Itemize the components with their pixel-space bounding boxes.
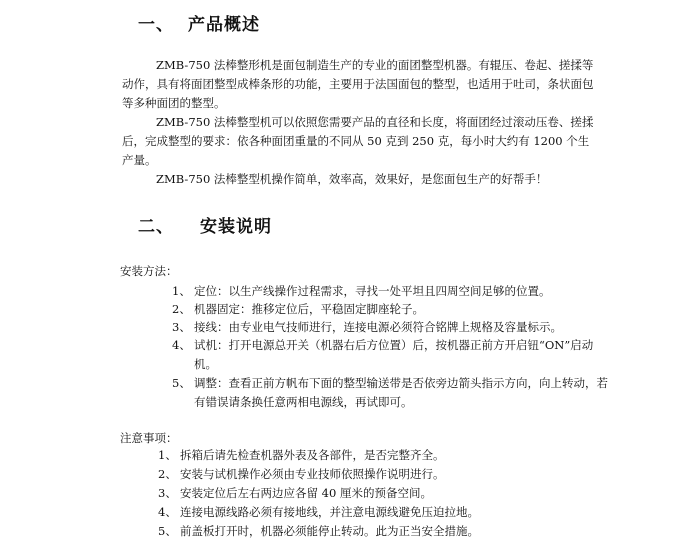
paragraph-3: ZMB-750 法棒整型机操作简单，效率高，效果好，是您面包生产的好帮手！ <box>156 172 548 186</box>
install-item-number: 2、 <box>172 302 191 316</box>
notes-item <box>158 484 618 503</box>
install-item-number: 3、 <box>172 320 191 334</box>
section-2-title: 安装说明 <box>200 217 272 237</box>
notes-item-number: 2、 <box>158 467 177 481</box>
notes-item <box>158 446 618 465</box>
notes-item <box>158 503 618 522</box>
notes-item-text: 连接电源线路必须有接地线，并注意电源线避免压迫拉地。 <box>180 505 479 519</box>
install-item <box>172 374 612 412</box>
paragraph-1: ZMB-750 法棒整形机是面包制造生产的专业的面团整型机器。有辊压、卷起、搓揉等动作，具有将面团整型成棒条形的功能，主要用于法国面包的整型，也适用于吐司，条状面包等多种面团的整型。 <box>122 58 594 110</box>
section-1-number: 一、 <box>138 15 174 35</box>
install-method-label: 安装方法： <box>120 264 178 278</box>
install-item-text: 定位：以生产线操作过程需求，寻找一处平坦且四周空间足够的位置。 <box>194 284 551 298</box>
notes-item <box>158 465 618 484</box>
notes-item <box>158 522 618 541</box>
notes-label: 注意事项： <box>120 431 178 445</box>
paragraph-2: ZMB-750 法棒整型机可以依照您需要产品的直径和长度，将面团经过滚动压卷、搓揉后，完成整型的要求：依各种面团重量的不同从 50 克到 250 克，每小时大约有 1200 个生产量。 <box>122 115 594 167</box>
notes-item-text: 安装与试机操作必须由专业技师依照操作说明进行。 <box>180 467 445 481</box>
install-item-text: 调整：查看正前方帆布下面的整型输送带是否依旁边箭头指示方向，向上转动，若有错误请条换任意两相电源线，再试即可。 <box>194 376 608 409</box>
install-item-text: 机器固定：推移定位后，平稳固定脚座轮子。 <box>194 302 424 316</box>
notes-item-text: 前盖板打开时，机器必须能停止转动。此为正当安全措施。 <box>180 524 479 538</box>
install-item-number: 1、 <box>172 284 191 298</box>
install-item <box>172 336 612 374</box>
notes-item-number: 4、 <box>158 505 177 519</box>
install-item <box>172 300 612 319</box>
section-1-heading <box>138 10 260 35</box>
install-item-number: 5、 <box>172 376 191 390</box>
notes-item-text: 安装定位后左右两边应各留 40 厘米的预备空间。 <box>180 486 432 500</box>
install-item <box>172 318 612 337</box>
install-item-text: 接线：由专业电气技师进行，连接电源必须符合铭牌上规格及容量标示。 <box>194 320 562 334</box>
notes-item-number: 1、 <box>158 448 177 462</box>
notes-item-text: 拆箱后请先检查机器外表及各部件，是否完整齐全。 <box>180 448 445 462</box>
install-item-number: 4、 <box>172 338 191 352</box>
section-2-number: 二、 <box>138 217 174 237</box>
notes-item-number: 3、 <box>158 486 177 500</box>
section-2-heading <box>138 212 272 237</box>
install-item-text: 试机：打开电源总开关（机器右后方位置）后，按机器正前方开启钮“ON”启动机。 <box>194 338 594 371</box>
section-1-title: 产品概述 <box>188 15 260 35</box>
install-item <box>172 282 612 301</box>
notes-item-number: 5、 <box>158 524 177 538</box>
